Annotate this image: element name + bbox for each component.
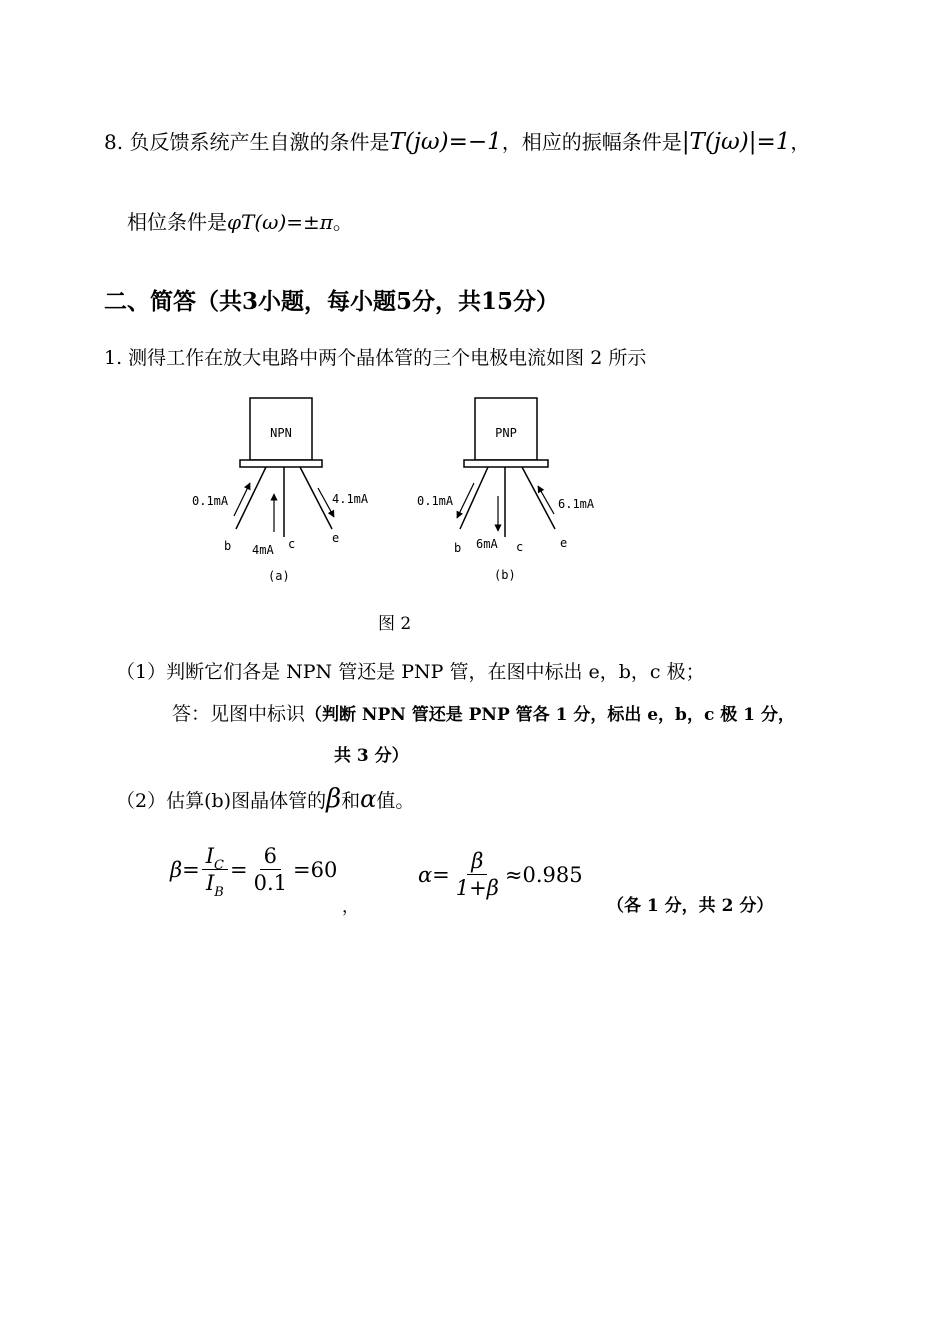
a-cur-e: 4.1mA [332,492,369,506]
fb-den2: 0.1 [253,871,288,896]
b-cur-e: 6.1mA [558,497,595,511]
q1-part1: （1）判断它们各是 NPN 管还是 PNP 管，在图中标出 e，b，c 极； [116,661,705,683]
formula-beta [170,844,338,901]
arrow-a-b [234,483,250,516]
answer1-score: （判断 NPN 管还是 PNP 管各 1 分，标出 e，b，c 极 1 分， [305,705,795,725]
fb-num2: 6 [260,845,281,870]
q8-phase-lead: 相位条件是 [127,210,227,234]
a-cur-b: 0.1mA [192,494,229,508]
fb-frac2 [250,845,291,894]
part2-beta: β [326,784,342,814]
fb-den: I [205,871,215,896]
part2-alpha: α [360,785,377,813]
q8-line2 [127,206,353,235]
b-pin-b: b [454,541,462,555]
fa-num: β [467,850,487,875]
transistor-a-lead-b [236,467,266,529]
q1-answer1 [172,699,795,726]
transistor-b [417,398,595,582]
a-pin-e: e [332,531,340,545]
part2-tail: 值。 [376,790,415,812]
figure-caption: 图 2 [378,614,412,634]
q8-line1 [104,126,810,155]
fa-res: ≈0.985 [504,862,583,887]
transistor-a-type: NPN [270,426,292,440]
q8-phase-tail: 。 [332,210,353,234]
fb-frac1 [202,844,228,901]
figure-2-transistors [180,392,620,592]
fa-den: 1+β [455,876,499,901]
q8-phase-math: φT(ω)=±π [227,210,333,234]
part2-mid: 和 [341,790,361,812]
transistor-b-type: PNP [495,426,517,440]
b-pin-c: c [516,540,524,554]
q8-mid: ，相应的振幅条件是 [501,130,682,154]
a-pin-b: b [224,539,232,553]
fb-num-sub: C [214,858,224,873]
transistor-a-lead-e [300,467,332,529]
b-cur-b: 0.1mA [417,494,454,508]
fb-lhs: β= [170,857,200,882]
fb-den-sub: B [214,885,224,901]
part2-lead: （2）估算(b)图晶体管的 [116,790,327,812]
formula-alpha [418,850,583,899]
transistor-b-lead-e [522,467,555,529]
arrow-b-b [457,483,474,518]
b-cur-c: 6mA [476,537,498,551]
answer1-lead: 答：见图中标识 [172,703,306,725]
fb-num: I [205,844,215,868]
b-pin-e: e [560,536,568,550]
q1-part2 [116,784,414,814]
transistor-b-lead-b [460,467,488,529]
transistor-a-flange [240,460,322,467]
q8-lead: 8. 负反馈系统产生自激的条件是 [104,130,390,154]
a-pin-c: c [288,537,296,551]
transistor-a [192,398,369,583]
q8-tail: ， [790,130,811,154]
b-sublabel: (b) [494,568,516,582]
fa-frac [452,850,503,899]
fa-lhs: α= [418,862,450,887]
fb-comma: ， [342,897,359,917]
q8-cond-math: T(jω)=−1 [389,129,502,155]
transistor-b-flange [464,460,548,467]
q8-amp-math: |T(jω)|=1 [681,129,791,155]
score2: （各 1 分，共 2 分） [607,896,774,916]
answer1-score-cont: 共 3 分） [334,746,409,766]
section2-title: 二、简答（共3小题，每小题5分，共15分） [104,288,560,315]
a-sublabel: (a) [268,569,290,583]
fb-eq2: = [230,857,248,882]
q1-stem: 1. 测得工作在放大电路中两个晶体管的三个电极电流如图 2 所示 [104,347,647,369]
fb-res: =60 [293,857,338,882]
a-cur-c: 4mA [252,543,274,557]
